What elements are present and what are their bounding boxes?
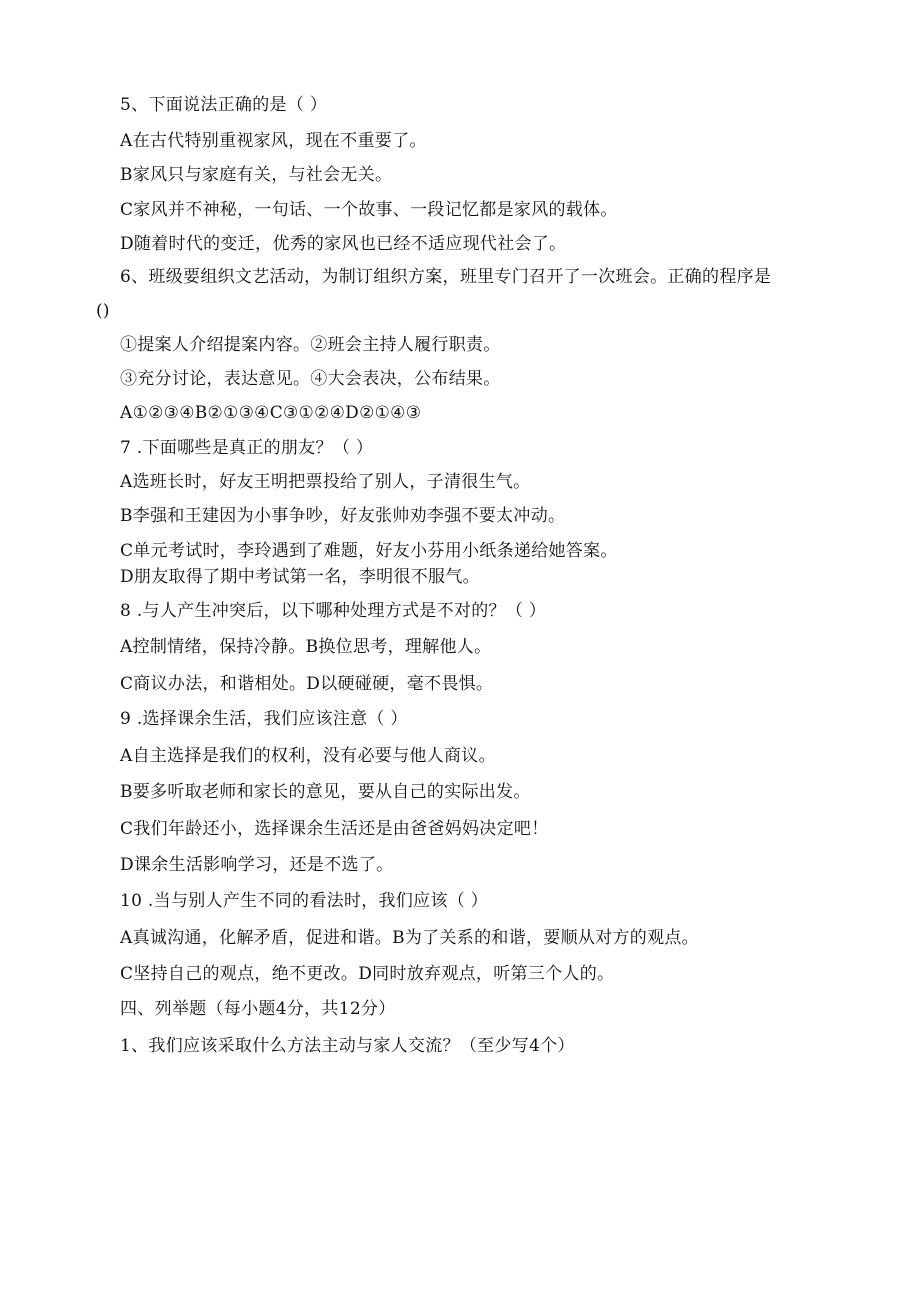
question-8-options-ab: A控制情绪，保持冷静。B换位思考，理解他人。 — [120, 637, 492, 657]
question-7-option-c: C单元考试时，李玲遇到了难题，好友小芬用小纸条递给她答案。 — [120, 541, 618, 561]
list-question-1-stem: 1、我们应该采取什么方法主动与家人交流？（至少写4个） — [120, 1036, 575, 1056]
question-5-option-c: C家风并不神秘，一句话、一个故事、一段记忆都是家风的载体。 — [120, 200, 618, 220]
question-6-options: A①②③④B②①③④C③①②④D②①④③ — [120, 403, 422, 423]
question-5-option-d: D随着时代的变迁，优秀的家风也已经不适应现代社会了。 — [120, 234, 567, 254]
section-4-heading: 四、列举题（每小题4分，共12分） — [120, 999, 396, 1019]
question-9-option-c: C我们年龄还小，选择课余生活还是由爸爸妈妈决定吧！ — [120, 819, 549, 839]
question-8-options-cd: C商议办法，和谐相处。D以硬碰硬，毫不畏惧。 — [120, 674, 494, 694]
question-9-option-a: A自主选择是我们的权利，没有必要与他人商议。 — [120, 746, 496, 766]
question-9-option-d: D课余生活影响学习，还是不选了。 — [120, 855, 394, 875]
question-5-option-a: A在古代特别重视家风，现在不重要了。 — [120, 131, 427, 151]
question-9-stem: 9 .选择课余生活，我们应该注意（ ） — [120, 709, 408, 729]
question-10-stem: 10 .当与别人产生不同的看法时，我们应该（ ） — [120, 891, 489, 911]
question-7-option-a: A选班长时，好友王明把票投给了别人，子清很生气。 — [120, 472, 531, 492]
question-6-answer-bracket: () — [96, 301, 110, 321]
question-10-options-ab: A真诚沟通，化解矛盾，促进和谐。B为了关系的和谐，要顺从对方的观点。 — [120, 928, 699, 948]
question-7-option-d: D朋友取得了期中考试第一名，李明很不服气。 — [120, 567, 480, 587]
question-7-stem: 7 .下面哪些是真正的朋友？（ ） — [120, 438, 374, 458]
question-5-stem: 5、下面说法正确的是（ ） — [120, 95, 328, 115]
question-10-options-cd: C坚持自己的观点，绝不更改。D同时放弃观点，听第三个人的。 — [120, 964, 615, 984]
question-7-option-b: B李强和王建因为小事争吵，好友张帅劝李强不要太冲动。 — [120, 506, 566, 526]
question-9-option-b: B要多听取老师和家长的意见，要从自己的实际出发。 — [120, 782, 531, 802]
question-6-step-line-1: ①提案人介绍提案内容。②班会主持人履行职责。 — [120, 335, 501, 355]
question-8-stem: 8 .与人产生冲突后，以下哪种处理方式是不对的？（ ） — [120, 601, 547, 621]
question-6-step-line-2: ③充分讨论，表达意见。④大会表决，公布结果。 — [120, 369, 501, 389]
question-5-option-b: B家风只与家庭有关，与社会无关。 — [120, 165, 393, 185]
question-6-stem: 6、班级要组织文艺活动，为制订组织方案，班里专门召开了一次班会。正确的程序是 — [120, 267, 772, 287]
